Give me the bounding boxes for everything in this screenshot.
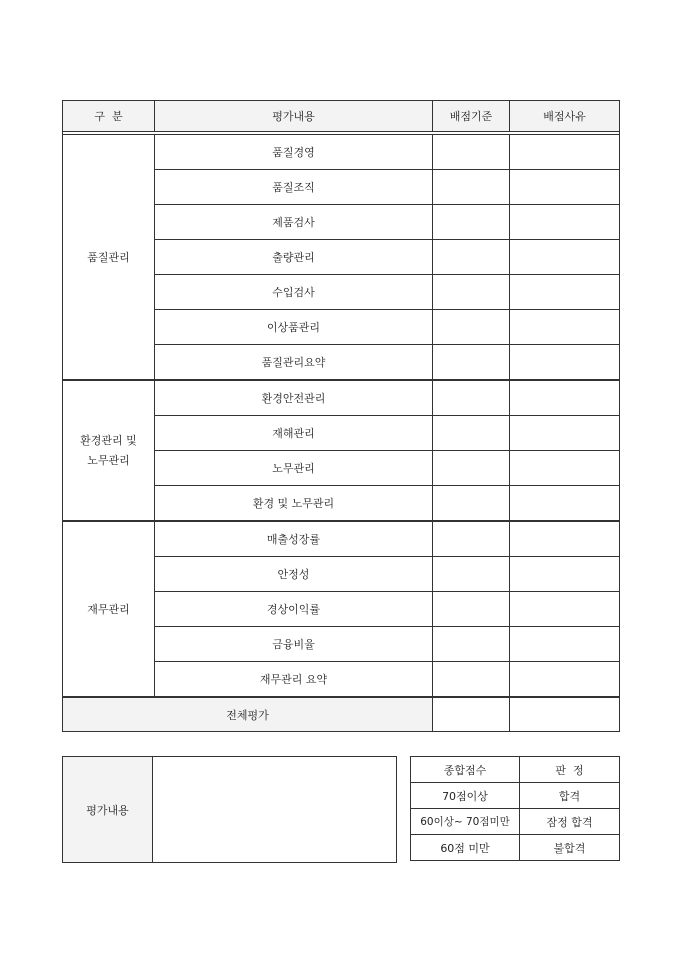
criteria-cell[interactable] bbox=[433, 205, 510, 240]
comment-label: 평가내용 bbox=[63, 757, 153, 863]
grade-header-row bbox=[411, 757, 620, 783]
grade-verdict: 불합격 bbox=[520, 835, 620, 861]
grade-score: 60점 미만 bbox=[411, 835, 520, 861]
grade-score: 60이상~ 70점미만 bbox=[411, 809, 520, 835]
grade-row bbox=[411, 809, 620, 835]
item-label: 매출성장률 bbox=[155, 521, 433, 557]
item-label: 노무관리 bbox=[155, 451, 433, 486]
evaluation-table bbox=[62, 100, 620, 732]
criteria-cell[interactable] bbox=[433, 135, 510, 170]
item-label: 이상품관리 bbox=[155, 310, 433, 345]
reason-cell[interactable] bbox=[510, 662, 620, 698]
item-label: 안정성 bbox=[155, 557, 433, 592]
reason-cell[interactable] bbox=[510, 486, 620, 522]
reason-cell[interactable] bbox=[510, 380, 620, 416]
item-label: 환경 및 노무관리 bbox=[155, 486, 433, 522]
item-label: 경상이익률 bbox=[155, 592, 433, 627]
criteria-cell[interactable] bbox=[433, 170, 510, 205]
reason-cell[interactable] bbox=[510, 275, 620, 310]
criteria-cell[interactable] bbox=[433, 380, 510, 416]
group-label-environment: 환경관리 및 노무관리 bbox=[63, 380, 155, 521]
item-label: 재해관리 bbox=[155, 416, 433, 451]
criteria-cell[interactable] bbox=[433, 240, 510, 275]
grade-row bbox=[411, 783, 620, 809]
criteria-cell[interactable] bbox=[433, 486, 510, 522]
grade-header-verdict: 판 정 bbox=[520, 757, 620, 783]
item-label: 출량관리 bbox=[155, 240, 433, 275]
table-row bbox=[63, 521, 620, 557]
criteria-cell[interactable] bbox=[433, 310, 510, 345]
reason-cell[interactable] bbox=[510, 345, 620, 381]
group-label-quality: 품질관리 bbox=[63, 135, 155, 381]
criteria-cell[interactable] bbox=[433, 557, 510, 592]
grade-score: 70점이상 bbox=[411, 783, 520, 809]
criteria-cell[interactable] bbox=[433, 275, 510, 310]
item-label: 재무관리 요약 bbox=[155, 662, 433, 698]
total-reason-cell[interactable] bbox=[510, 697, 620, 732]
criteria-cell[interactable] bbox=[433, 521, 510, 557]
header-row bbox=[63, 101, 620, 132]
criteria-cell[interactable] bbox=[433, 592, 510, 627]
grade-verdict: 합격 bbox=[520, 783, 620, 809]
grade-table bbox=[410, 756, 620, 861]
grade-header-score: 종합점수 bbox=[411, 757, 520, 783]
item-label: 품질경영 bbox=[155, 135, 433, 170]
item-label: 품질조직 bbox=[155, 170, 433, 205]
reason-cell[interactable] bbox=[510, 592, 620, 627]
item-label: 환경안전관리 bbox=[155, 380, 433, 416]
reason-cell[interactable] bbox=[510, 521, 620, 557]
total-criteria-cell[interactable] bbox=[433, 697, 510, 732]
group-label-finance: 재무관리 bbox=[63, 521, 155, 697]
grade-row bbox=[411, 835, 620, 861]
header-category: 구 분 bbox=[63, 101, 155, 132]
total-label: 전체평가 bbox=[63, 697, 433, 732]
comment-field[interactable] bbox=[153, 757, 397, 863]
item-label: 제품검사 bbox=[155, 205, 433, 240]
criteria-cell[interactable] bbox=[433, 662, 510, 698]
item-label: 금융비율 bbox=[155, 627, 433, 662]
item-label: 수입검사 bbox=[155, 275, 433, 310]
header-reason: 배점사유 bbox=[510, 101, 620, 132]
reason-cell[interactable] bbox=[510, 416, 620, 451]
criteria-cell[interactable] bbox=[433, 345, 510, 381]
criteria-cell[interactable] bbox=[433, 416, 510, 451]
reason-cell[interactable] bbox=[510, 135, 620, 170]
comment-box bbox=[62, 756, 397, 863]
table-row bbox=[63, 380, 620, 416]
reason-cell[interactable] bbox=[510, 310, 620, 345]
criteria-cell[interactable] bbox=[433, 627, 510, 662]
table-row bbox=[63, 135, 620, 170]
reason-cell[interactable] bbox=[510, 205, 620, 240]
criteria-cell[interactable] bbox=[433, 451, 510, 486]
grade-verdict: 잠정 합격 bbox=[520, 809, 620, 835]
total-row bbox=[63, 697, 620, 732]
reason-cell[interactable] bbox=[510, 170, 620, 205]
reason-cell[interactable] bbox=[510, 240, 620, 275]
header-criteria: 배점기준 bbox=[433, 101, 510, 132]
item-label: 품질관리요약 bbox=[155, 345, 433, 381]
reason-cell[interactable] bbox=[510, 451, 620, 486]
reason-cell[interactable] bbox=[510, 557, 620, 592]
header-content: 평가내용 bbox=[155, 101, 433, 132]
reason-cell[interactable] bbox=[510, 627, 620, 662]
